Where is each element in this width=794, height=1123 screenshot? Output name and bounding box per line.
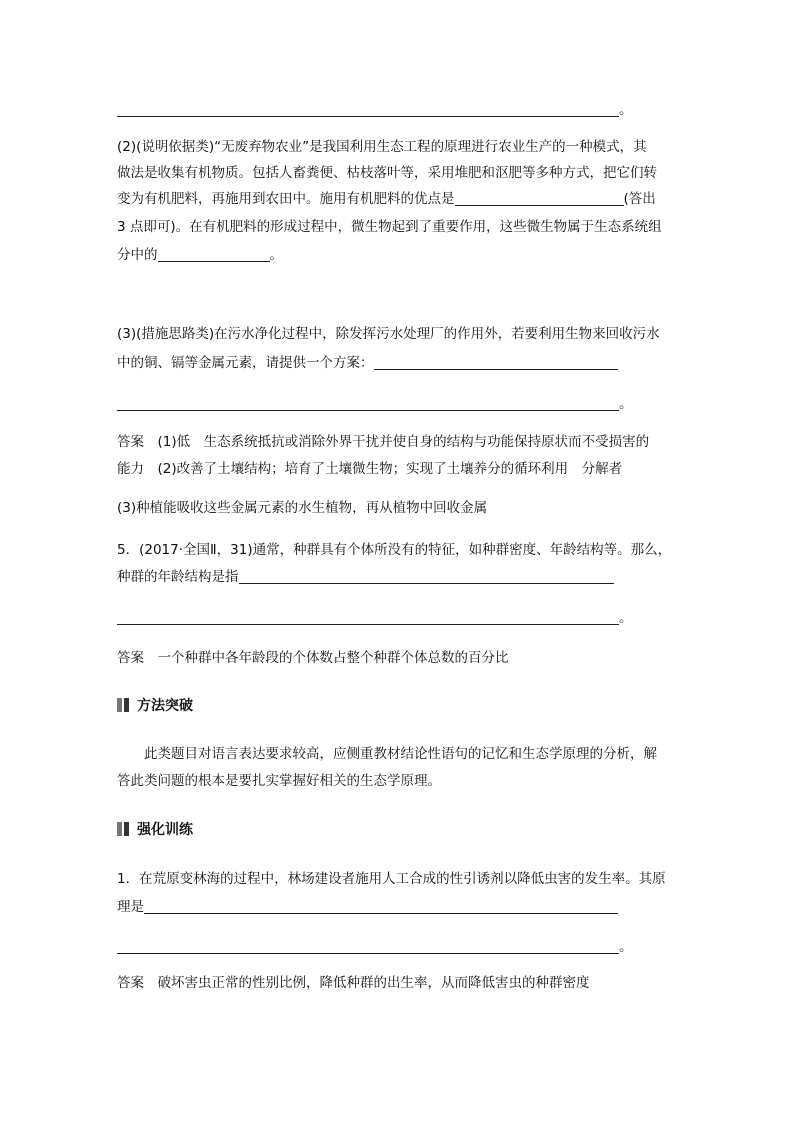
q2-line-2: 做法是收集有机物质。包括人畜粪便、枯枝落叶等，采用堆肥和沤肥等多种方式，把它们转 — [117, 165, 657, 181]
method-line-2: 答此类问题的根本是要扎实掌握好相关的生态学原理。 — [117, 773, 441, 789]
q5-line-1: 5．(2017·全国Ⅱ，31)通常，种群具有个体所没有的特征，如种群密度、年龄结构等。那么， — [117, 542, 672, 558]
answer-blank[interactable] — [158, 247, 270, 262]
prev-answer-line: 。 — [117, 101, 633, 119]
q5-answer: 答案 一个种群中各年龄段的个体数占整个种群个体总数的百分比 — [117, 650, 509, 666]
q2-line-5: 分中的 。 — [117, 247, 283, 263]
training-q1-line-2: 理是 — [117, 898, 618, 916]
answer-blank[interactable] — [455, 191, 624, 206]
answer-blank[interactable] — [117, 939, 619, 954]
training-q1-line-3: 。 — [117, 938, 633, 956]
heading-marker-icon — [117, 822, 131, 842]
answer-blank[interactable] — [239, 569, 614, 584]
training-q1-line-1: 1．在荒原变林海的过程中，林场建设者施用人工合成的性引诱剂以降低虫害的发生率。其原 — [117, 871, 666, 887]
q3-line-3: 。 — [117, 395, 633, 413]
method-heading: 方法突破 — [117, 696, 193, 718]
heading-marker-icon — [117, 698, 131, 718]
answer-blank[interactable] — [117, 610, 619, 625]
method-line-1: 此类题目对语言表达要求较高，应侧重教材结论性语句的记忆和生态学原理的分析，解 — [144, 746, 657, 762]
answer-4-line-3: (3)种植能吸收这些金属元素的水生植物，再从植物中回收金属 — [117, 500, 488, 516]
answer-blank[interactable] — [117, 102, 619, 117]
q2-line-3: 变为有机肥料，再施用到农田中。施用有机肥料的优点是 (答出 — [117, 191, 656, 207]
answer-4-line-1: 答案 (1)低 生态系统抵抗或消除外界干扰并使自身的结构与功能保持原状而不受损害的 — [117, 434, 650, 450]
q2-line-4: 3 点即可)。在有机肥料的形成过程中，微生物起到了重要作用，这些微生物属于生态系统组 — [117, 219, 662, 235]
training-q1-answer: 答案 破坏害虫正常的性别比例，降低种群的出生率，从而降低害虫的种群密度 — [117, 975, 590, 991]
answer-blank[interactable] — [117, 396, 619, 411]
q3-line-1: (3)(措施思路类)在污水净化过程中，除发挥污水处理厂的作用外，若要利用生物来回收污水 — [117, 326, 660, 342]
q2-line-1: (2)(说明依据类)“无废弃物农业”是我国利用生态工程的原理进行农业生产的一种模式，其 — [117, 139, 647, 155]
answer-blank[interactable] — [374, 355, 618, 370]
answer-4-line-2: 能力 (2)改善了土壤结构；培育了土壤微生物；实现了土壤养分的循环利用 分解者 — [117, 461, 623, 477]
q5-line-3: 。 — [117, 609, 633, 627]
answer-blank[interactable] — [144, 899, 618, 914]
q5-line-2: 种群的年龄结构是指 — [117, 568, 614, 586]
q3-line-2: 中的铜、镉等金属元素，请提供一个方案： — [117, 354, 618, 372]
training-heading: 强化训练 — [117, 820, 193, 842]
